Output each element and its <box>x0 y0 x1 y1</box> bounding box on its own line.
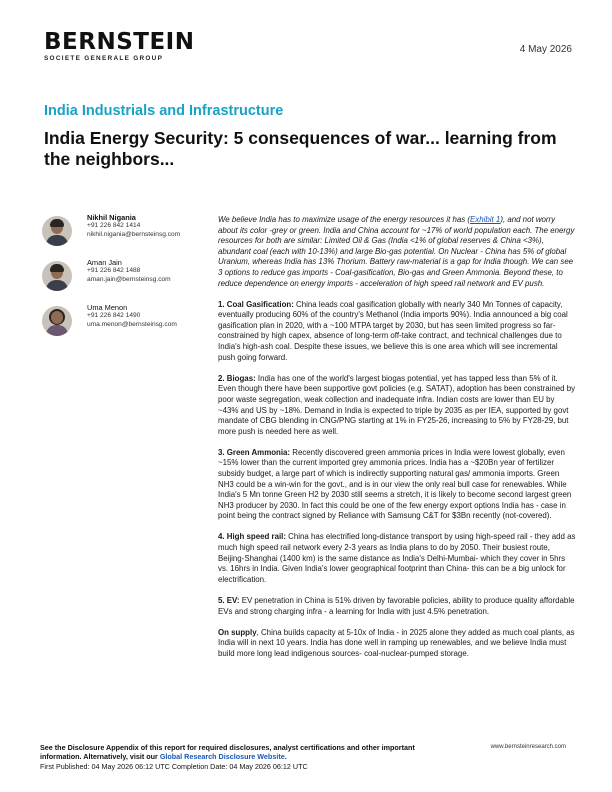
logo-subtitle: SOCIETE GENERALE GROUP <box>44 55 164 62</box>
point-coal-gasification: 1. Coal Gasification: China leads coal gasification globally with nearly 340 Mn Tonnes of capacity, eventually producing 60% of the country's Methanol (India imports 90%). India announced a big coal gasification plan in 2020, with a ~100 MTPA target by 2030, but has seen limited progress so far- constrained by high capex, absence of long-term off-take contract, and technical challenges due to India's high-ash coal. Despite these issues, we believe this is one area which will see incremental push going forward. <box>218 299 568 362</box>
analyst-name: Nikhil Nigania <box>87 213 136 222</box>
person-photo-icon <box>42 216 72 246</box>
point-ev: 5. EV: EV penetration in China is 51% driven by favorable policies, ability to produce quality affordable EVs and strong charging infra - a learning for India with just 4.5% penetration. <box>218 595 575 616</box>
analyst-phone: +91 226 842 1488 <box>87 267 141 275</box>
analyst-card <box>42 259 210 301</box>
page-footer <box>40 743 580 771</box>
website-link[interactable]: www.bernsteinresearch.com <box>490 744 566 750</box>
analyst-name: Aman Jain <box>87 258 122 267</box>
point-green-ammonia: 3. Green Ammonia: Recently discovered green ammonia prices in India were lowest globally, even ~15% lower than the current imported grey ammonia prices. India has a ~$20Bn year of fertilizer subsidy budget, a large part of which is indirectly supporting natural gas/ ammonia imports. Green NH3 could be a win-win for the govt., and is in our view the only real bull case for renewables. While India's 5 Mn tonne Green H2 by 2030 still seems a stretch, it is likely to become second largest green NH3 producer by 2030. In fact this could be one of the few energy export options India has - case in point being the contract signed by Reliance with Samsung C&T for $3Bn recently (not-covered). <box>218 447 572 521</box>
point-biogas: 2. Biogas: India has one of the world's largest biogas potential, yet has tapped less than 5% of it. Even though there have been supportive govt policies (e.g. SATAT), adoption has been constrained by poor waste segregation, weak collection and inadequate infra. Indian costs are lower than EU by ~43% and US by ~18%. Demand in India is expected to triple by 2035 as per IEA, supported by govt mandate of CBG blending in CNG/PNG starting at 1% in FY25-26, increasing to 5% by FY28-29, but more push is needed here as well. <box>218 373 576 436</box>
point-high-speed-rail: 4. High speed rail: China has electrified long-distance transport by using high-speed rail - they add as much high speed rail network every 2-3 years as India plans to do by 2050. Their busiest route, Beijing-Shanghai (1400 km) is the same distance as India's Delhi-Mumbai- which they cover in 5hrs vs. 16hrs in India. Given India's lower geographical footprint than China- this can be a big unlock for electrification. <box>218 532 576 584</box>
person-photo-icon <box>42 261 72 291</box>
analyst-card <box>42 304 210 346</box>
bernstein-logo <box>44 30 194 62</box>
report-body <box>218 215 576 659</box>
analyst-list <box>42 214 210 349</box>
point-supply: On supply, China builds capacity at 5-10x of India - in 2025 alone they added as much coal plants, as India will in next 10 years. India has done well in ramping up renewables, and we believe India must build more long lead indigenous sources- coal-nuclear-pumped storage. <box>218 627 575 658</box>
analyst-card <box>42 214 210 256</box>
sector-label: India Industrials and Infrastructure <box>44 103 284 119</box>
report-date: 4 May 2026 <box>519 44 572 55</box>
exhibit-link[interactable]: Exhibit 1 <box>470 215 501 224</box>
disclosure-website-link[interactable]: Global Research Disclosure Website <box>159 752 285 762</box>
analyst-email[interactable]: uma.menon@bernsteinsg.com <box>87 320 177 328</box>
publication-dates: First Published: 04 May 2026 06:12 UTC Completion Date: 04 May 2026 06:12 UTC <box>40 761 308 771</box>
analyst-email[interactable]: aman.jain@bernsteinsg.com <box>87 275 171 283</box>
disclosure-notice: See the Disclosure Appendix of this report for required disclosures, analyst certifications and other important information. Alternatively, visit our Global Research Disclosure Website. <box>40 743 415 762</box>
analyst-phone: +91 226 842 1414 <box>87 222 141 230</box>
analyst-name: Uma Menon <box>87 303 128 312</box>
logo-wordmark: BERNSTEIN <box>44 29 195 55</box>
report-title: India Energy Security: 5 consequences of war... learning from the neighbors... <box>44 128 557 169</box>
analyst-phone: +91 226 842 1490 <box>87 312 141 320</box>
summary-paragraph: We believe India has to maximize usage of the energy resources it has (Exhibit 1), and not worry about its color -grey or green. India and China account for ~17% of world population each. The energy resources for both are similar: Limited Oil & Gas (India <1% of global reserves & China <3%), abundant coal (each with 10-13%) and large Bio-gas potential. On Nuclear - China has 5% of global Uranium, whereas India has 13% Thorium. Battery raw-material is a gap for India though. We can see 3 options to reduce gas imports - Coal-gasification, Bio-gas and Green Ammonia. Beyond these, to reduce dependence on energy imports - acceleration of high speed rail network and EV push. <box>218 215 575 288</box>
person-photo-icon <box>42 306 72 336</box>
analyst-email[interactable]: nikhil.nigania@bernsteinsg.com <box>87 230 181 238</box>
